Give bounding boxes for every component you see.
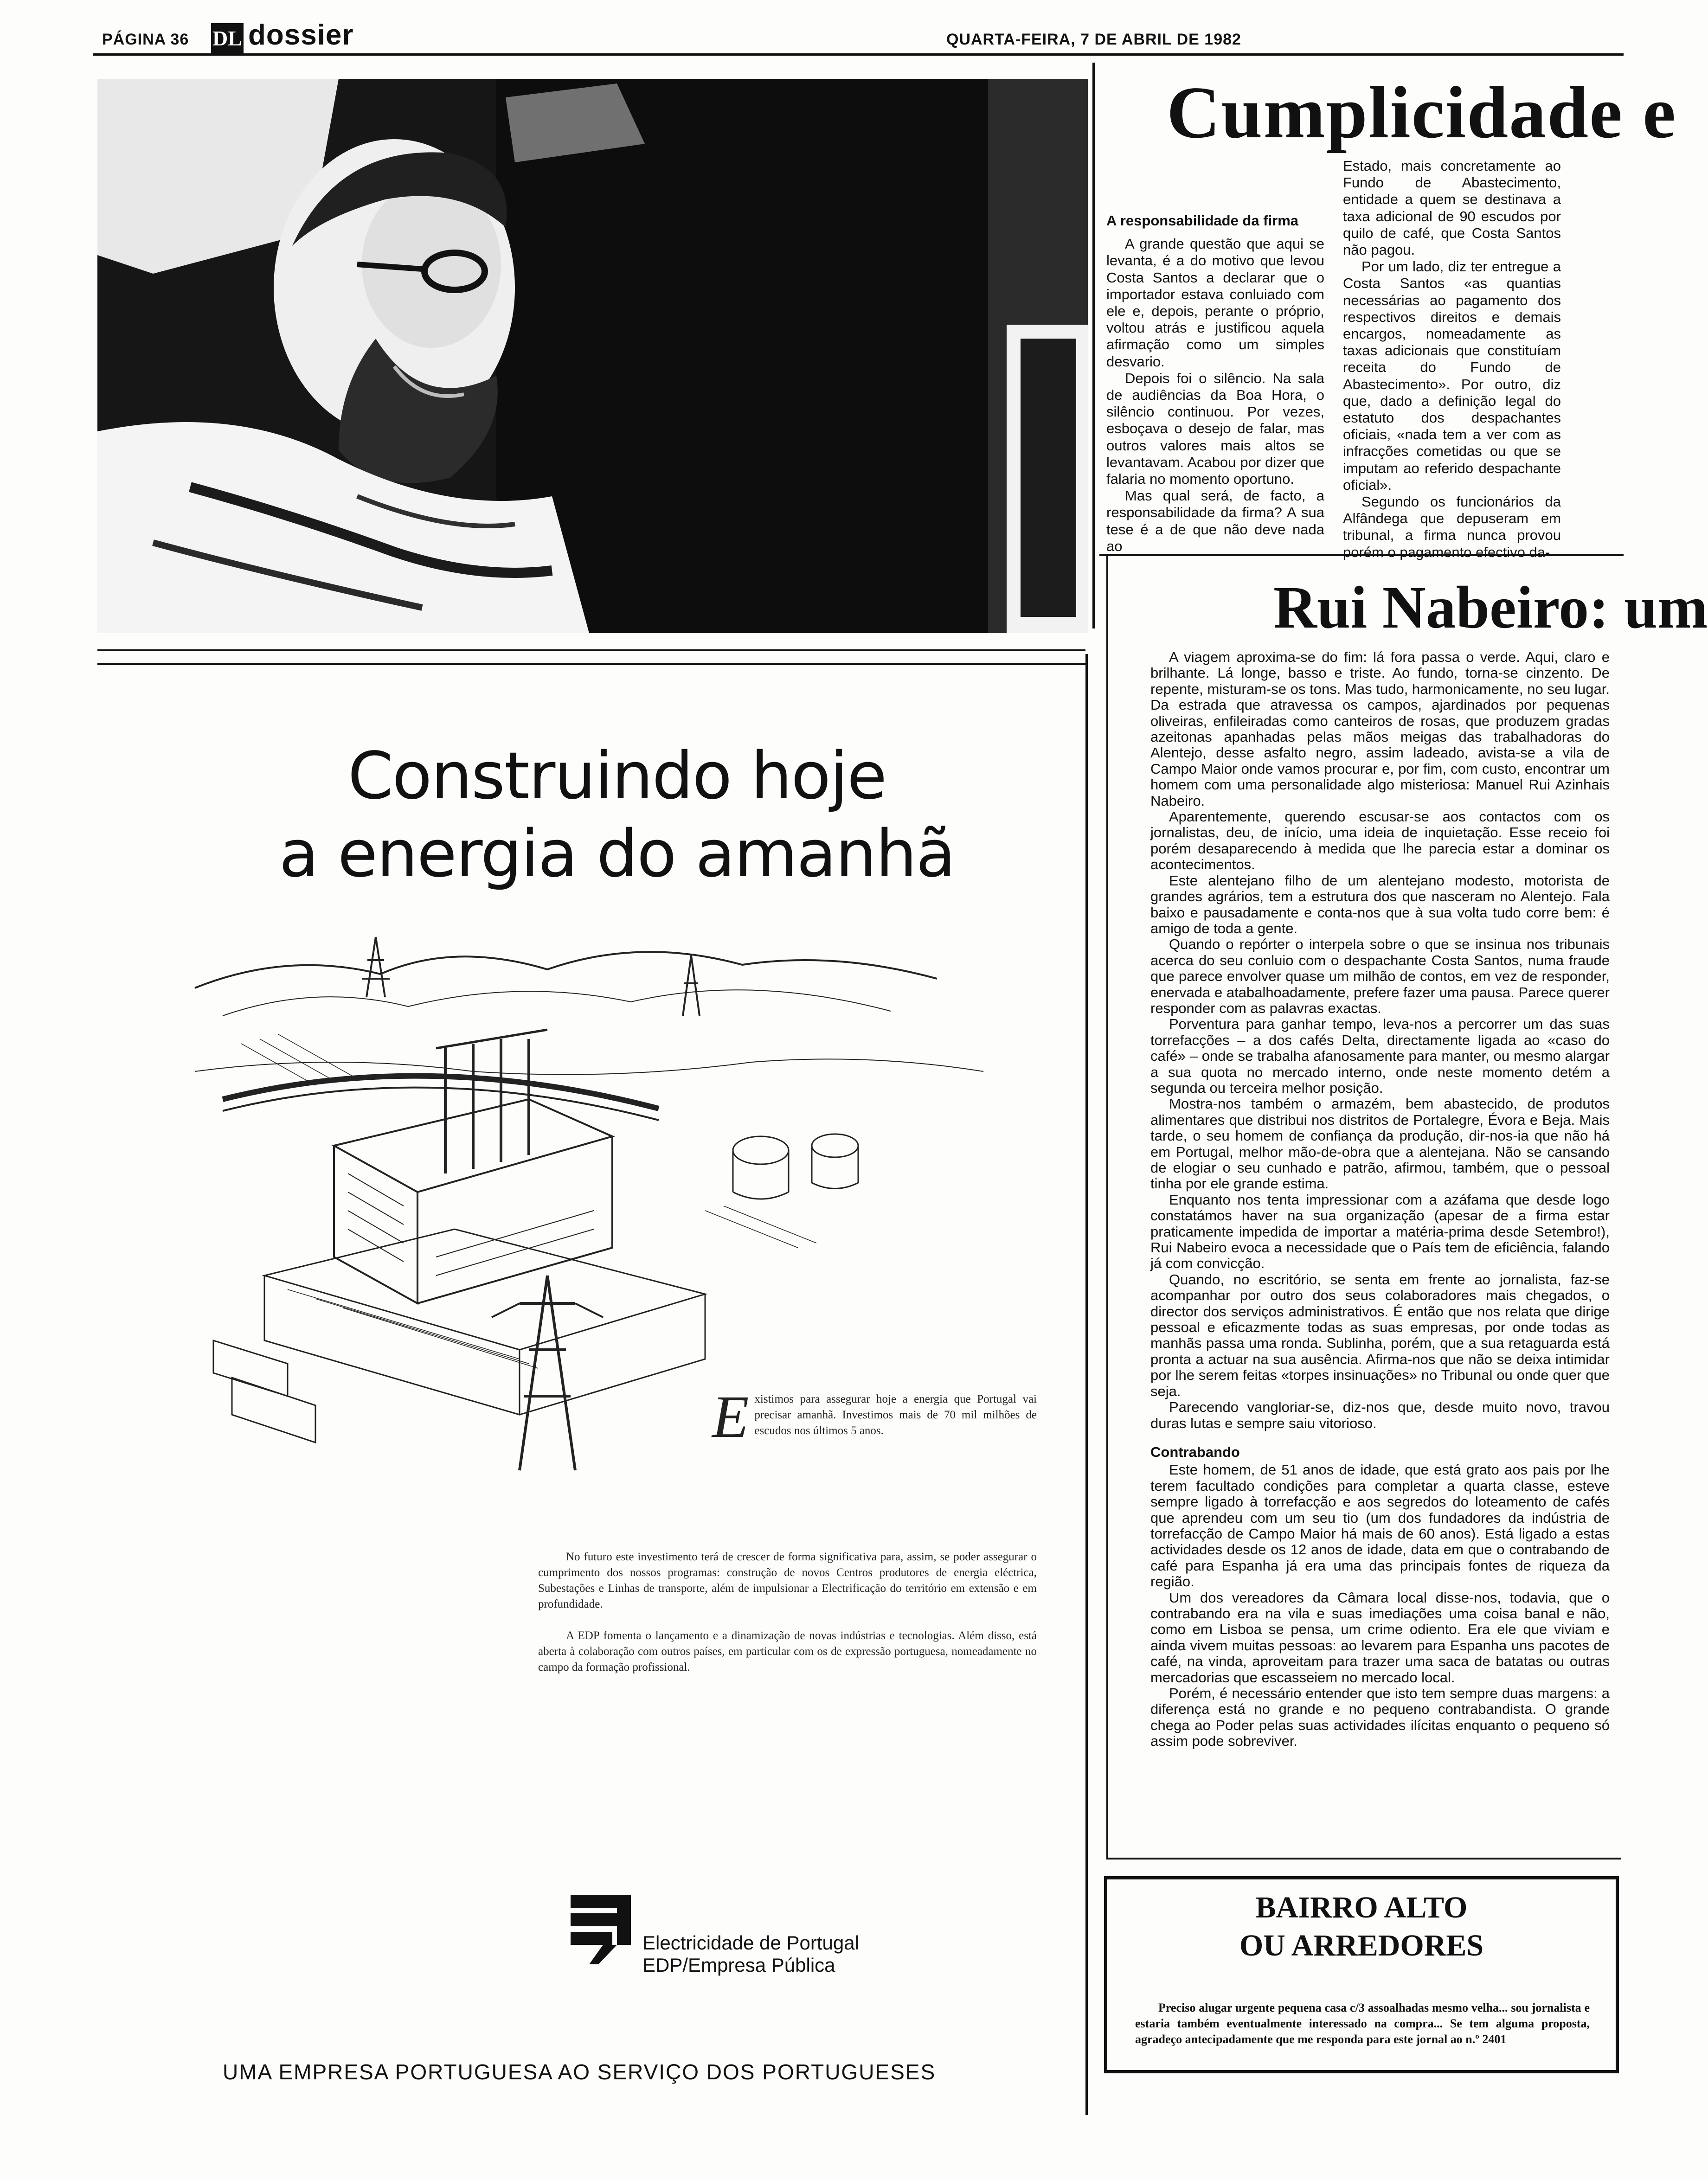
box-border	[1106, 1858, 1621, 1859]
headline-rui-nabeiro: Rui Nabeiro: um	[1273, 574, 1708, 641]
paragraph: Porventura para ganhar tempo, leva-nos a percorrer um das suas torrefacções – a dos cafés Delta, directamente ligada ao «caso do café» – onde se trabalha afanosamente para manter, ou mesmo alargar a sua quota no mercado interno, onde neste momento detém a segunda ou terceira melhor posição.	[1150, 1016, 1610, 1096]
paragraph: Quando, no escritório, se senta em frente ao jornalista, faz-se acompanhar por outro dos seus colaboradores mais chegados, o director dos serviços administrativos. É então que nos relata que dirige pessoal e eficazmente todas as suas empresas, por onde todas as manhãs passa uma ronda. Sublinha, porém, que a sua retaguarda está pronta a actuar na sua ausência. Afirma-nos que não se deixa intimidar por lhe serem feitas «torpes insinuações» no Tribunal ou onde quer que seja.	[1150, 1271, 1610, 1399]
drop-cap: E	[712, 1384, 749, 1450]
power-plant-illustration	[195, 932, 983, 1470]
paragraph: Este alentejano filho de um alentejano modesto, motorista de grandes agrários, tem a estrutura dos que nasceram no Alentejo. Fala baixo e pausadamente e conta-nos que à sua volta tudo corre bem: é amigo de toda a gente.	[1150, 872, 1610, 936]
article2-body	[1150, 649, 1610, 1750]
ad-headline	[204, 737, 1030, 893]
newspaper-logo: DL	[211, 23, 244, 54]
classified-title-line-1: BAIRRO ALTO	[1255, 1891, 1468, 1924]
paragraph: Enquanto nos tenta impressionar com a azáfama que desde logo constatámos haver na sua organização (apesar de a firma estar praticamente impedida de importar a matéria-prima desde Setembro!), Rui Nabeiro evoca a necessidade que o País tem de eficiência, falando já com convicção.	[1150, 1191, 1610, 1272]
column-rule	[1092, 63, 1095, 628]
article1-column-1	[1106, 209, 1324, 555]
paragraph: Porém, é necessário entender que isto tem sempre duas margens: a diferença está no grande e no pequeno contrabandista. O grande chega ao Poder pelas suas actividades ilícitas enquanto o pequeno só assim pode sobreviver.	[1150, 1685, 1610, 1750]
ad-headline-line-1: Construindo hoje	[347, 738, 886, 814]
paragraph: Aparentemente, querendo escusar-se aos contactos com os jornalistas, deu, de início, uma ideia de inquietação. Esse receio foi porém desaparecendo à medida que lhe parecia estar a dominar os acontecimentos.	[1150, 808, 1610, 873]
company-line-2: EDP/Empresa Pública	[642, 1954, 835, 1976]
paragraph: Este homem, de 51 anos de idade, que está grato aos pais por lhe terem facultado condições para completar a quarta classe, esteve sempre ligado à torrefacção e aos segredos do loteamento de cafés que aprendeu com um seu tio (um dos fundadores da indústria de torrefacção de Campo Maior há mais de 60 anos). Está ligado a estas actividades desde os 12 anos de idade, data em que o contrabando de café para Espanha já era uma das principais fontes de riqueza da região.	[1150, 1462, 1610, 1590]
company-line-1: Electricidade de Portugal	[642, 1932, 859, 1954]
dateline: QUARTA-FEIRA, 7 DE ABRIL DE 1982	[946, 31, 1241, 48]
classified-ad-box	[1104, 1876, 1619, 2073]
paragraph: Estado, mais concretamente ao Fundo de Abastecimento, entidade a quem se destinava a taxa adicional de 90 escudos por quilo de café, que Costa Santos não pagou.	[1343, 158, 1561, 258]
ad-paragraph: No futuro este investimento terá de crescer de forma significativa para, assim, se poder assegurar o cumprimento dos nossos programas: construção de novos Centros produtores de energia eléctrica, Subestações e Linhas de transporte, além de impulsionar a Electrificação do território em extensão e em profundidade.	[538, 1551, 1037, 1610]
box-border	[1106, 554, 1108, 1858]
paragraph: A viagem aproxima-se do fim: lá fora passa o verde. Aqui, claro e brilhante. Lá longe, basso e triste. Ao fundo, torna-se cinzento. De repente, misturam-se os tons. Mas tudo, harmonicamente, no seu lugar. Da estrada que atravessa os campos, ajardinados por pequenas oliveiras, enfileiradas como canteiros de rosas, que produzem gradas azeitonas apanhadas pelas mãos meigas das trabalhadoras do Alentejo, desse asfalto negro, assim ladeado, avista-se a vila de Campo Maior onde vamos procurar e, por fim, com custo, encontrar um homem com uma personalidade algo misteriosa: Manuel Rui Azinhais Nabeiro.	[1150, 649, 1610, 809]
column-rule	[1085, 654, 1088, 2115]
section-divider	[97, 649, 1085, 651]
ad-paragraph: A EDP fomenta o lançamento e a dinamização de novas indústrias e tecnologias. Além disso, está aberta à colaboração com outros países, em particular com os de expressão portuguesa, nomeadamente no campo da formação profissional.	[538, 1629, 1037, 1673]
classified-title-line-2: OU ARREDORES	[1239, 1929, 1484, 1962]
ad-body-intro	[712, 1384, 1037, 1450]
article1-column-2	[1343, 158, 1561, 561]
paragraph: Quando o repórter o interpela sobre o que se insinua nos tribunais acerca do seu conluio com o despachante Costa Santos, numa fraude que parece envolver quase um milhão de contos, em vez de responder, enervada e atabalhoadamente, prefere fazer uma pausa. Parece querer responder com as palavras exactas.	[1150, 936, 1610, 1016]
page-number: PÁGINA 36	[102, 31, 189, 48]
paragraph: Mostra-nos também o armazém, bem abastecido, de produtos alimentares que distribui nos distritos de Portalegre, Évora e Beja. Mais tarde, o seu homem de confiança da produção, dir-nos-ia que não há em Portugal, melhor mão-de-obra que a alentejana. Não se cansando de elogiar o seu cunhado e patrão, afirmou, também, que o pessoal tinha por ele grande estima.	[1150, 1096, 1610, 1192]
article1-subhead: A responsabilidade da firma	[1106, 212, 1299, 229]
section-name: dossier	[248, 19, 354, 51]
masthead	[93, 19, 1624, 56]
classified-text: Preciso alugar urgente pequena casa c/3 assoalhadas mesmo velha... sou jornalista e estaria também eventualmente interessado na compra... Se tem alguma proposta, agradeço antecipadamente que me responda para este jornal ao n.º 2401	[1135, 2001, 1590, 2046]
article2-subhead: Contrabando	[1150, 1443, 1240, 1460]
section-divider	[97, 663, 1085, 665]
ad-slogan: UMA EMPRESA PORTUGUESA AO SERVIÇO DOS PORTUGUESES	[223, 2060, 936, 2084]
headline-cumplicidade: Cumplicidade e	[1167, 71, 1677, 154]
ad-intro-text: xistimos para assegurar hoje a energia que Portugal vai precisar amanhã. Investimos mais de 70 mil milhões de escudos nos últimos 5 anos.	[754, 1393, 1037, 1437]
ad-body-text	[538, 1549, 1037, 1691]
edp-logo	[571, 1895, 631, 1964]
paragraph: Segundo os funcionários da Alfândega que depuseram em tribunal, a firma nunca provou porém o pagamento efectivo da-	[1343, 494, 1561, 560]
paragraph: Um dos vereadores da Câmara local disse-nos, todavia, que o contrabando era na vila e suas imediações uma coisa banal e não, como em Lisboa se pensa, um crime odiento. Era ele que viviam e ainda vivem muitas pessoas: ao levarem para Espanha uns pacotes de café, na vinda, aproveitam para trazer uma saca de batatas ou outras mercadorias que escasseiem no mercado local.	[1150, 1589, 1610, 1686]
portrait-photo	[97, 79, 1088, 633]
ad-headline-line-2: a energia do amanhã	[279, 816, 955, 892]
paragraph: Parecendo vangloriar-se, diz-nos que, desde muito novo, travou duras lutas e sempre saiu vitorioso.	[1150, 1399, 1610, 1431]
classified-title	[1107, 1889, 1616, 1965]
paragraph: Por um lado, diz ter entregue a Costa Santos «as quantias necessárias ao pagamento dos respectivos direitos e demais encargos, nomeadamente as taxas adicionais que constituíam receita do Fundo de Abastecimento». Por outro, diz que, dado a definição legal do estatuto dos despachantes oficiais, «nada tem a ver com as infracções cometidas ou que se imputam ao referido despachante oficial».	[1343, 258, 1561, 493]
paragraph: A grande questão que aqui se levanta, é a do motivo que levou Costa Santos a declarar que o importador estava conluiado com ele e, depois, perante o próprio, voltou atrás e justificou aquela afirmação como um simples desvario.	[1106, 236, 1324, 370]
paragraph: Depois foi o silêncio. Na sala de audiências da Boa Hora, o silêncio continuou. Por vezes, esboçava o desejo de falar, mas outros valores mais altos se levantavam. Acabou por dizer que falaria no momento oportuno.	[1106, 370, 1324, 487]
edp-company-name	[642, 1932, 859, 1976]
paragraph: Mas qual será, de facto, a responsabilidade da firma? A sua tese é a de que não deve nada ao	[1106, 487, 1324, 554]
